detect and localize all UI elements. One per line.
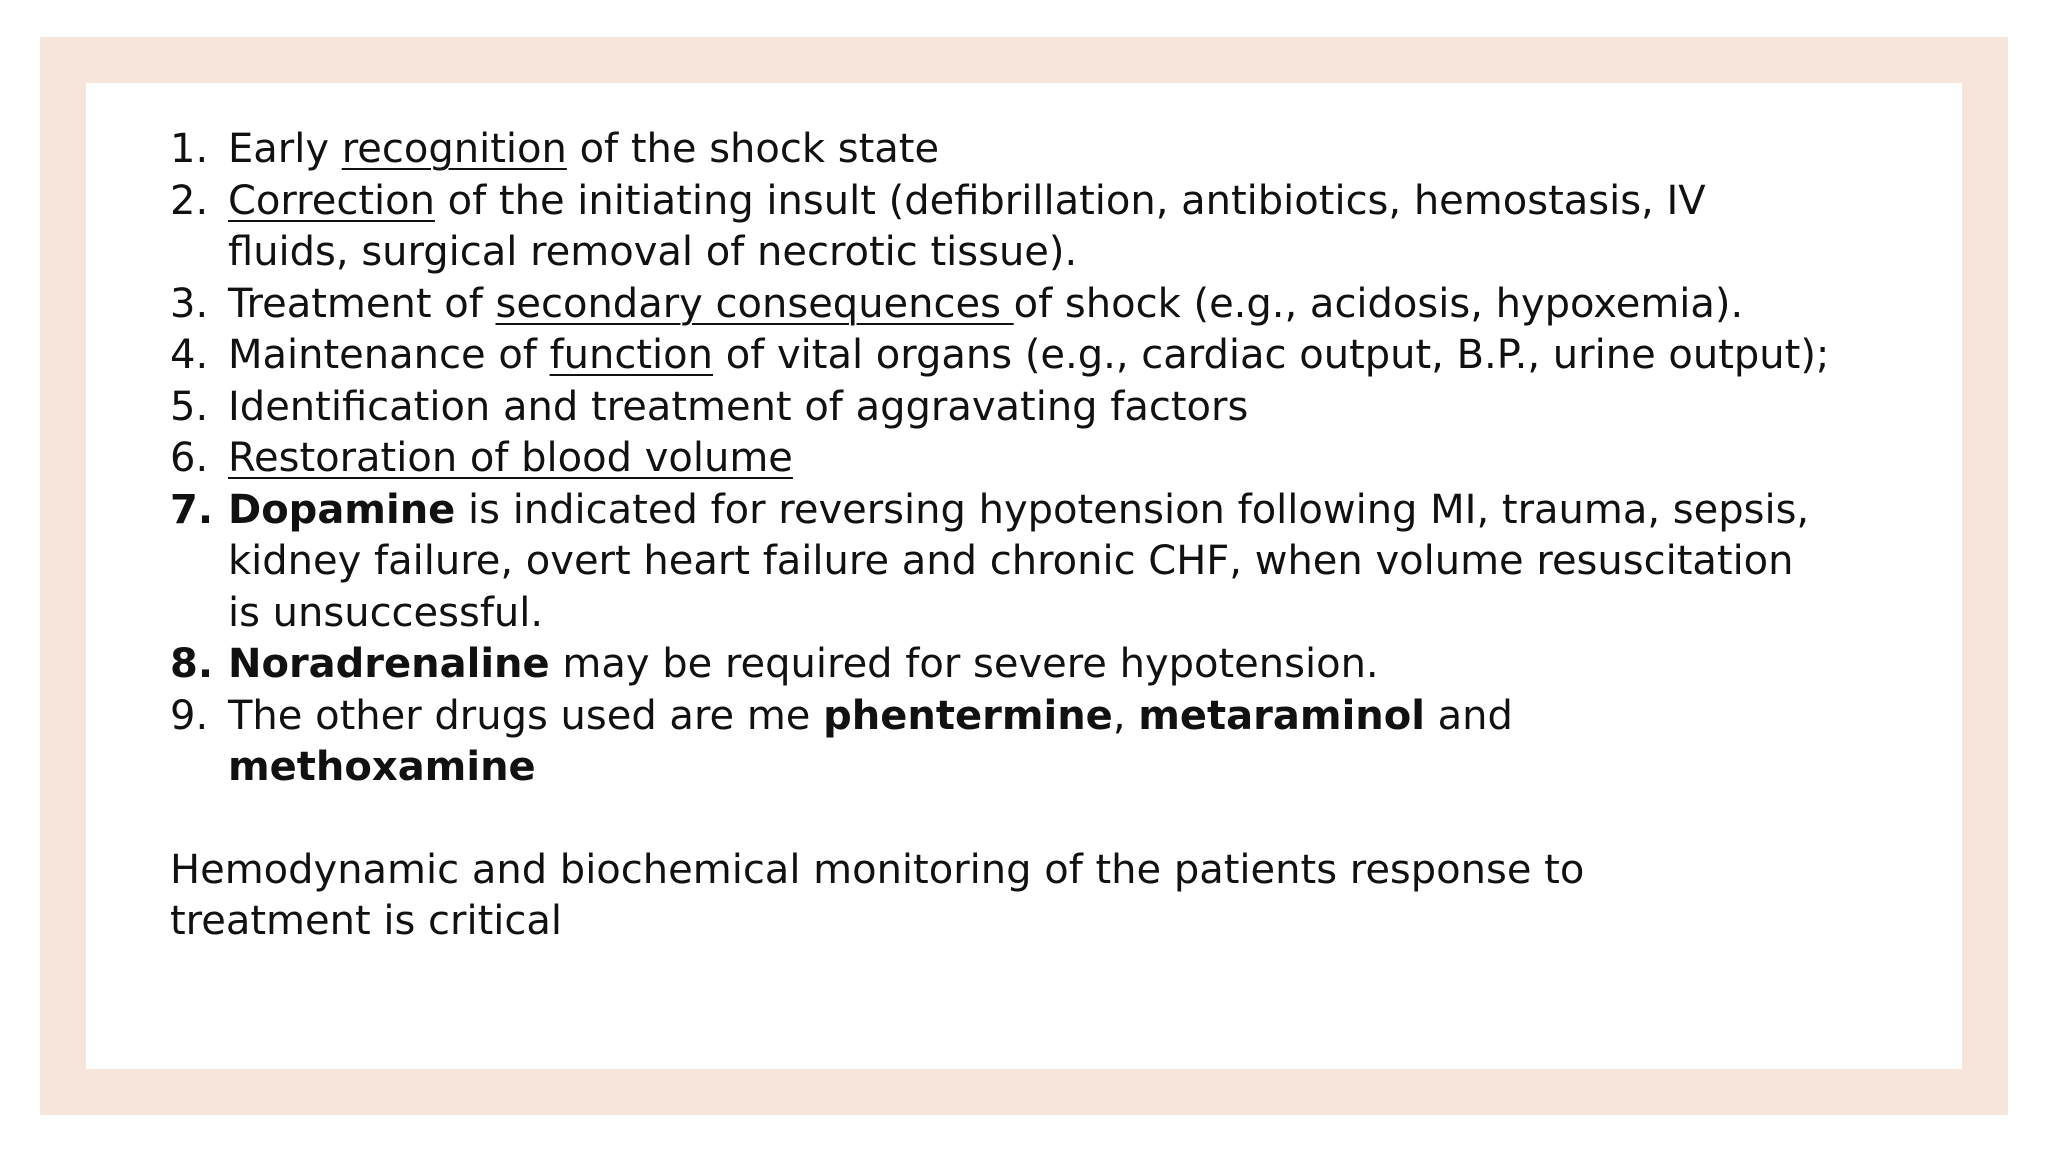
list-item-number: 5. [170,383,209,430]
slide-content [170,124,1830,948]
list-item-text: of the initiating insult (defibrillation, antibiotics, hemostasis, IV fluids, surgical removal of necrotic tissue). [228,177,1706,275]
list-item-text: of shock (e.g., acidosis, hypoxemia). [1013,280,1744,327]
closing-paragraph: Hemodynamic and biochemical monitoring of the patients response to treatment is critical [170,846,1585,944]
list-item-text: secondary consequences [495,280,1014,327]
list-item-text: of vital organs (e.g., cardiac output, B.P., urine output); [713,332,1830,378]
list-item-text: and [1424,692,1513,739]
list-item [170,176,1830,279]
list-item-number: 6. [170,435,209,481]
list-item-number: 1. [170,126,209,172]
list-item-number: 4. [170,332,209,378]
list-item-text: Identification and treatment of aggravating factors [228,383,1249,430]
numbered-list [170,124,1830,794]
list-item-text: Dopamine [228,486,456,533]
list-item [170,639,1830,691]
list-item-number: 9. [170,692,209,739]
list-item-number: 8. [170,641,214,687]
list-item-text: metaraminol [1138,692,1425,739]
list-item [170,485,1830,640]
list-item-text: is indicated for reversing hypotension following MI, trauma, sepsis, kidney failure, overt heart failure and chronic CHF, when volume resuscitation is unsuccessful. [228,486,1810,636]
list-item [170,382,1830,434]
list-item-text: Early [228,126,342,172]
list-item [170,433,1830,485]
list-item-number: 3. [170,280,209,327]
list-item-number: 7. [170,486,214,533]
list-item-text: Correction [228,177,435,224]
list-item [170,124,1830,176]
list-item-text: phentermine [823,692,1113,739]
list-item-text: Treatment of [228,280,496,327]
list-item-number: 2. [170,177,209,224]
list-item-text: Restoration of blood volume [228,435,793,481]
list-item [170,691,1830,794]
list-item-text: of the shock state [566,126,940,172]
list-item-text: may be required for severe hypotension. [549,641,1379,687]
list-item [170,330,1830,382]
list-item-text: The other drugs used are me [228,692,824,739]
list-item-text: Maintenance of [228,332,550,378]
list-item-text: Noradrenaline [228,641,550,687]
list-item [170,279,1830,331]
list-item-text: methoxamine [228,744,536,790]
list-item-text: , [1112,692,1139,739]
list-item-text: recognition [341,126,567,172]
list-item-text: function [549,332,713,378]
